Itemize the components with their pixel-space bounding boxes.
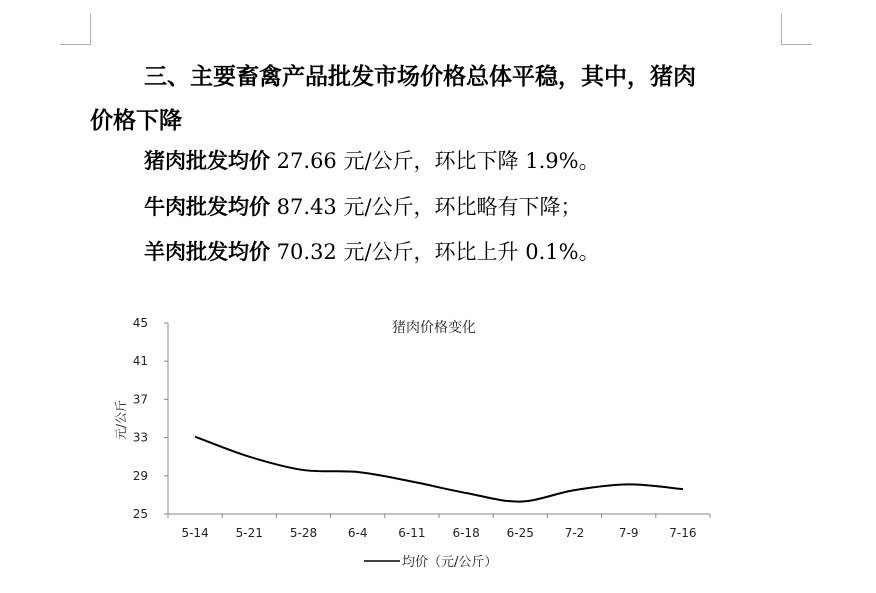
x-tick-label: 6-18 <box>452 526 480 540</box>
crop-mark-left <box>60 14 91 45</box>
beef-price-paragraph <box>144 192 582 222</box>
x-tick-label: 7-16 <box>669 526 697 540</box>
mutton-text: 70.32 元/公斤，环比上升 0.1%。 <box>270 240 600 264</box>
pork-price-paragraph <box>144 146 600 176</box>
x-tick-label: 6-4 <box>347 526 368 540</box>
pork-label: 猪肉批发均价 <box>144 149 270 173</box>
pork-price-chart <box>100 305 740 590</box>
x-tick-label: 6-25 <box>506 526 534 540</box>
beef-label: 牛肉批发均价 <box>144 195 270 219</box>
y-tick-label: 25 <box>132 507 148 521</box>
x-tick-label: 5-21 <box>235 526 263 540</box>
heading-line-1: 三、主要畜禽产品批发市场价格总体平稳，其中，猪肉 <box>144 64 696 90</box>
section-heading <box>90 55 790 143</box>
y-tick-label: 29 <box>132 468 148 483</box>
heading-line-2: 价格下降 <box>90 108 182 134</box>
y-tick-label: 41 <box>132 354 148 369</box>
x-tick-label: 7-2 <box>564 526 585 540</box>
mutton-label: 羊肉批发均价 <box>144 240 270 264</box>
beef-text: 87.43 元/公斤，环比略有下降； <box>270 195 582 219</box>
crop-mark-right <box>781 14 812 45</box>
x-tick-label: 5-28 <box>289 526 318 540</box>
chart-title: 猪肉价格变化 <box>392 320 476 336</box>
chart-marks <box>133 316 710 540</box>
x-tick-label: 6-11 <box>398 526 426 540</box>
pork-text: 27.66 元/公斤，环比下降 1.9%。 <box>270 149 600 173</box>
y-tick-label: 37 <box>132 392 148 407</box>
x-tick-label: 5-14 <box>181 526 209 540</box>
y-axis-label: 元/公斤 <box>114 399 128 441</box>
x-tick-label: 7-9 <box>618 526 639 540</box>
y-tick-label: 33 <box>132 430 148 445</box>
mutton-price-paragraph <box>144 237 600 267</box>
series-line <box>195 437 683 502</box>
y-tick-label: 45 <box>132 316 148 330</box>
legend-label: 均价（元/公斤） <box>402 555 498 570</box>
